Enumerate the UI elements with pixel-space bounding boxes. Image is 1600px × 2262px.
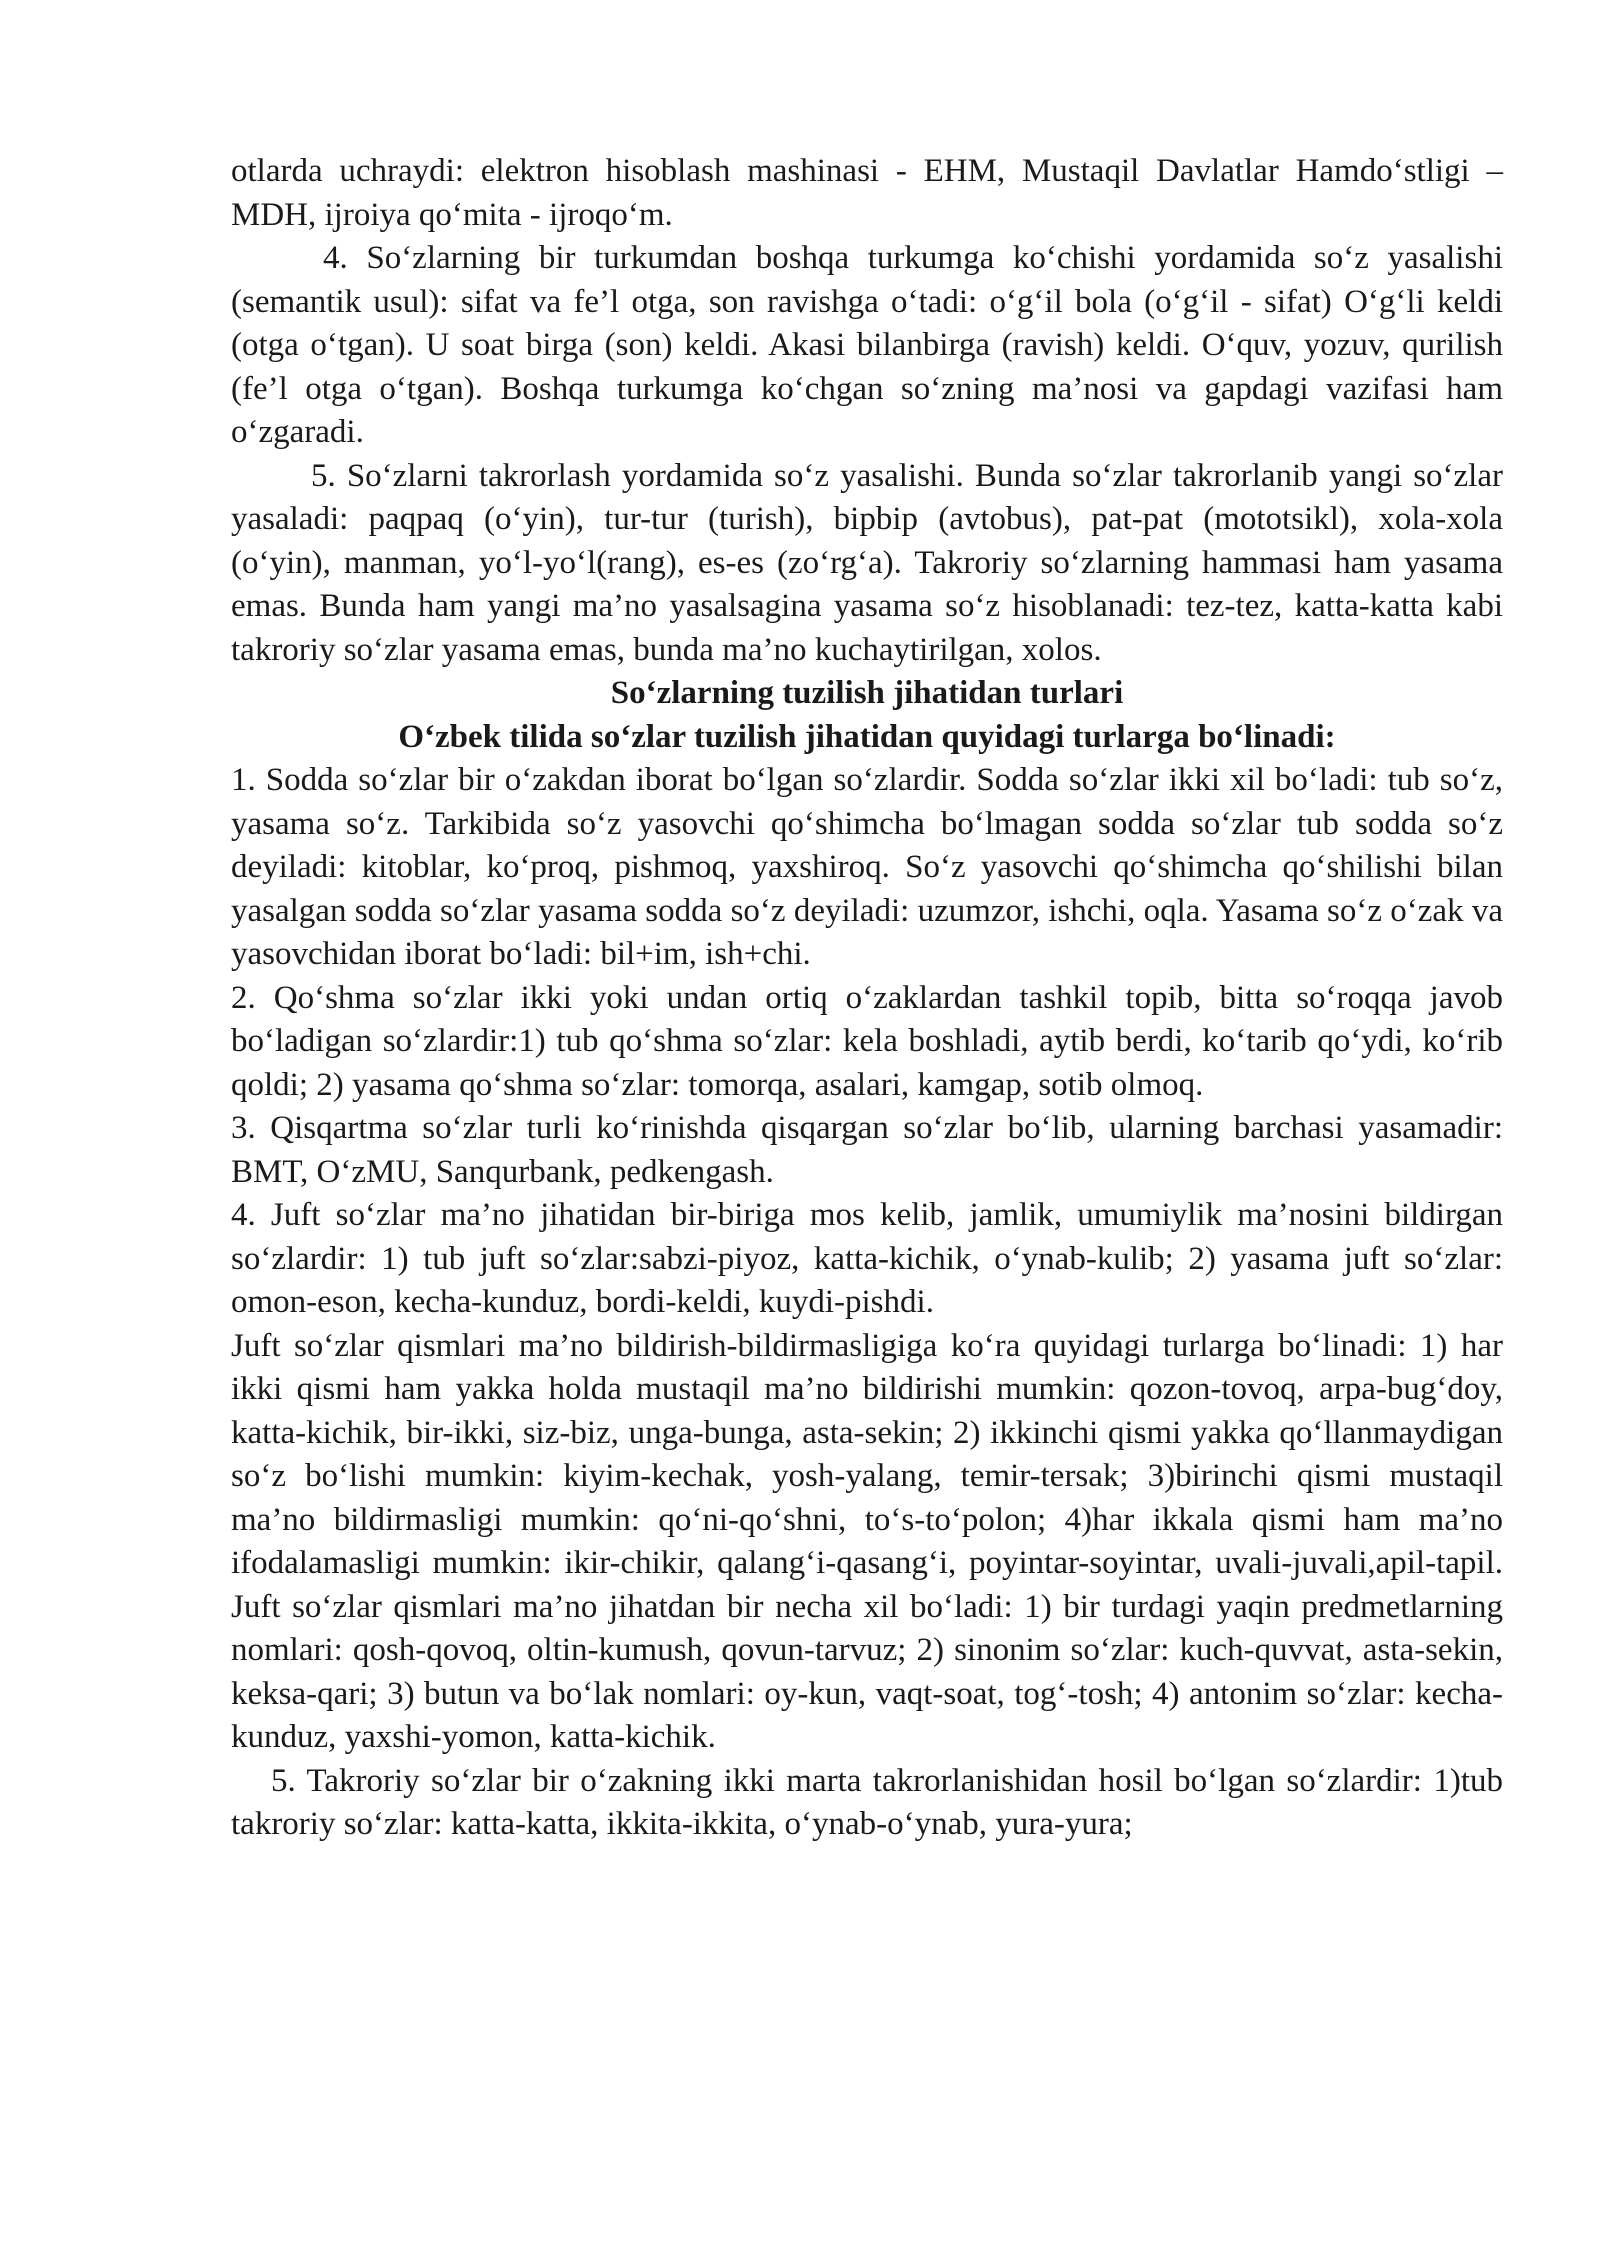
paragraph-semantic-method: 4. So‘zlarning bir turkumdan boshqa turkumga ko‘chishi yordamida so‘z yasalishi (semantik usul): sifat va fe’l otga, son ravishga o‘tadi: o‘g‘il bola (o‘g‘il - sifat) O‘g‘li keldi (otga o‘tgan). U soat birga (son) keldi. Akasi bilanbirga (ravish) keldi. O‘quv, yozuv, qurilish (fe’l otga o‘tgan). Boshqa turkumga ko‘chgan so‘zning ma’nosi va gapdagi vazifasi ham o‘zgaradi. [231, 240, 1503, 450]
document-page [231, 150, 1503, 1847]
paragraph-compound-words: 2. Qo‘shma so‘zlar ikki yoki undan ortiq o‘zaklardan tashkil topib, bitta so‘roqqa javob bo‘ladigan so‘zlardir:1) tub qo‘shma so‘zlar: kela boshladi, aytib berdi, ko‘tarib qo‘ydi, ko‘rib qoldi; 2) yasama qo‘shma so‘zlar: tomorqa, asalari, kamgap, sotib olmoq. [231, 979, 1503, 1103]
paragraph-abbreviations-continued: otlarda uchraydi: elektron hisoblash mashinasi - EHM, Mustaqil Davlatlar Hamdo‘stligi – MDH, ijroiya qo‘mita - ijroqo‘m. [231, 153, 1503, 233]
paragraph-repetition-method: 5. So‘zlarni takrorlash yordamida so‘z yasalishi. Bunda so‘zlar takrorlanib yangi so‘zlar yasaladi: paqpaq (o‘yin), tur-tur (turish), bipbip (avtobus), pat-pat (mototsikl), xola-xola (o‘yin), manman, yo‘l-yo‘l(rang), es-es (zo‘rg‘a). Takroriy so‘zlarning hammasi ham yasama emas. Bunda ham yangi ma’no yasalsagina yasama so‘z hisoblanadi: tez-tez, katta-katta kabi takroriy so‘zlar yasama emas, bunda ma’no kuchaytirilgan, xolos. [231, 457, 1503, 668]
section-subheading: O‘zbek tilida so‘zlar tuzilish jihatidan quyidagi turlarga bo‘linadi: [398, 718, 1336, 755]
paragraph-repeated-words: 5. Takroriy so‘zlar bir o‘zakning ikki marta takrorlanishidan hosil bo‘lgan so‘zlardir: 1)tub takroriy so‘zlar: katta-katta, ikkita-ikkita, o‘ynab-o‘ynab, yura-yura; [231, 1762, 1503, 1842]
paragraph-paired-words: 4. Juft so‘zlar ma’no jihatidan bir-biriga mos kelib, jamlik, umumiylik ma’nosini bildirgan so‘zlardir: 1) tub juft so‘zlar:sabzi-piyoz, katta-kichik, o‘ynab-kulib; 2) yasama juft so‘zlar: omon-eson, kecha-kunduz, bordi-keldi, kuydi-pishdi. [231, 1197, 1503, 1320]
paragraph-paired-words-types: Juft so‘zlar qismlari ma’no bildirish-bildirmasligiga ko‘ra quyidagi turlarga bo‘linadi: 1) har ikki qismi ham yakka holda mustaqil ma’no bildirishi mumkin: qozon-tovoq, arpa-bug‘doy, katta-kichik, bir-ikki, siz-biz, unga-bunga, asta-sekin; 2) ikkinchi qismi yakka qo‘llanmaydigan so‘z bo‘lishi mumkin: kiyim-kechak, yosh-yalang, temir-tersak; 3)birinchi qismi mustaqil ma’no bildirmasligi mumkin: qo‘ni-qo‘shni, to‘s-to‘polon; 4)har ikkala qismi ham ma’no ifodalamasligi mumkin: ikir-chikir, qalang‘i-qasang‘i, poyintar-soyintar, uvali-juvali,apil-tapil. Juft so‘zlar qismlari ma’no jihatdan bir necha xil bo‘ladi: 1) bir turdagi yaqin predmetlarning nomlari: qosh-qovoq, oltin-kumush, qovun-tarvuz; 2) sinonim so‘zlar: kuch-quvvat, asta-sekin, keksa-qari; 3) butun va bo‘lak nomlari: oy-kun, vaqt-soat, tog‘-tosh; 4) antonim so‘zlar: kecha-kunduz, yaxshi-yomon, katta-kichik. [231, 1327, 1503, 1755]
paragraph-abbreviated-words: 3. Qisqartma so‘zlar turli ko‘rinishda qisqargan so‘zlar bo‘lib, ularning barchasi yasamadir: BMT, O‘zMU, Sanqurbank, pedkengash. [231, 1110, 1503, 1190]
section-heading: So‘zlarning tuzilish jihatidan turlari [610, 675, 1124, 711]
paragraph-simple-words: 1. Sodda so‘zlar bir o‘zakdan iborat bo‘lgan so‘zlardir. Sodda so‘zlar ikki xil bo‘ladi: tub so‘z, yasama so‘z. Tarkibida so‘z yasovchi qo‘shimcha bo‘lmagan sodda so‘zlar tub sodda so‘z deyiladi: kitoblar, ko‘proq, pishmoq, yaxshiroq. So‘z yasovchi qo‘shimcha qo‘shilishi bilan yasalgan sodda so‘zlar yasama sodda so‘z deyiladi: uzumzor, ishchi, oqla. Yasama so‘z o‘zak va yasovchidan iborat bo‘ladi: bil+im, ish+chi. [231, 762, 1503, 972]
